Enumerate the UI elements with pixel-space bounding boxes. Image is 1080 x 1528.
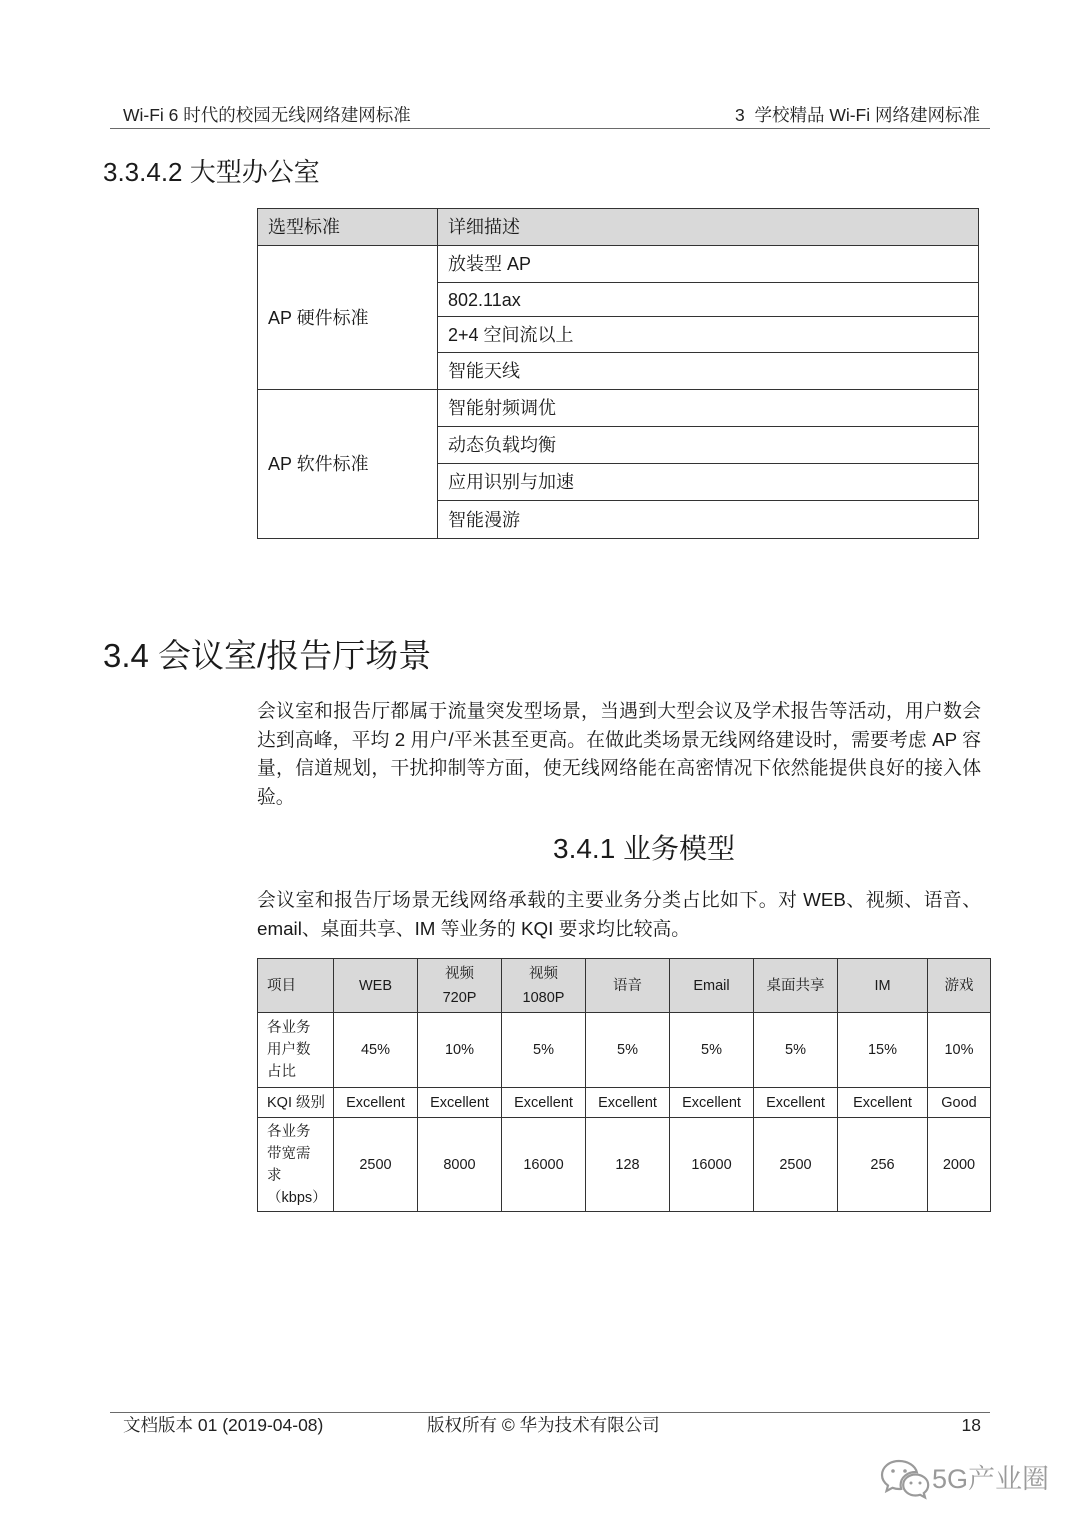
column-header: 桌面共享 [754,959,838,1013]
table-cell: 15% [838,1013,928,1088]
group-label: AP 软件标准 [258,390,438,539]
table-cell: Excellent [334,1088,418,1118]
column-header: WEB [334,959,418,1013]
document-version: 文档版本 01 (2019-04-08) [123,1415,324,1435]
table-cell: 16000 [502,1118,586,1212]
table-cell: 5% [502,1013,586,1088]
table-cell: Excellent [586,1088,670,1118]
section-paragraph: 会议室和报告厅都属于流量突发型场景，当遇到大型会议及学术报告等活动，用户数会达到高峰，平均 2 用户/平米甚至更高。在做此类场景无线网络建设时，需要考虑 AP 容量，信道规划，干扰抑制等方面，使无线网络能在高密情况下依然能提供良好的接入体验。 [257,700,981,808]
table-cell: Excellent [754,1088,838,1118]
watermark [880,1458,1049,1500]
running-header-chapter: 3 学校精品 Wi-Fi 网络建网标准 [735,105,980,125]
column-header: 详细描述 [438,209,979,246]
column-header: IM [838,959,928,1013]
table-row [258,1118,991,1212]
table-cell: 2500 [334,1118,418,1212]
table-cell: 5% [670,1013,754,1088]
footer-divider [110,1412,990,1413]
table-cell: 动态负载均衡 [438,427,979,464]
table-row [258,390,979,427]
table-row [258,1013,991,1088]
table-cell: 256 [838,1118,928,1212]
page-number: 18 [961,1415,981,1435]
table-cell: 智能射频调优 [438,390,979,427]
section-heading-3-4-1: 3.4.1 业务模型 [553,833,736,864]
table-cell: 2+4 空间流以上 [438,317,979,353]
table-cell: 5% [586,1013,670,1088]
table-cell: Excellent [670,1088,754,1118]
table-row [258,1088,991,1118]
row-label: 各业务 用户数 占比 [258,1013,334,1088]
table-cell: 10% [928,1013,991,1088]
copyright-notice: 版权所有 © 华为技术有限公司 [427,1415,660,1435]
column-header: 游戏 [928,959,991,1013]
table-cell: 5% [754,1013,838,1088]
service-model-table [257,958,991,1212]
column-header: 项目 [258,959,334,1013]
table-cell: Excellent [838,1088,928,1118]
table-cell: 智能天线 [438,353,979,390]
table-cell: 16000 [670,1118,754,1212]
watermark-text: 5G产业圈 [932,1464,1050,1494]
section-heading-3-4: 3.4 会议室/报告厅场景 [103,637,432,674]
table-cell: 2500 [754,1118,838,1212]
column-header: 视频 1080P [502,959,586,1013]
table-cell: 放装型 AP [438,246,979,283]
header-divider [110,128,990,129]
column-header: Email [670,959,754,1013]
table-header-row [258,959,991,1013]
table-row [258,246,979,283]
table-cell: Excellent [418,1088,502,1118]
table-cell: Good [928,1088,991,1118]
section-paragraph: 会议室和报告厅场景无线网络承载的主要业务分类占比如下。对 WEB、视频、语音、email、桌面共享、IM 等业务的 KQI 要求均比较高。 [257,889,981,939]
wechat-icon [880,1458,930,1500]
table-cell: 45% [334,1013,418,1088]
row-label: KQI 级别 [258,1088,334,1118]
group-label: AP 硬件标准 [258,246,438,390]
table-cell: 应用识别与加速 [438,464,979,501]
section-heading-3-3-4-2: 3.3.4.2 大型办公室 [103,157,320,187]
running-header-title: Wi-Fi 6 时代的校园无线网络建网标准 [123,105,411,125]
table-cell: 智能漫游 [438,501,979,539]
table-cell: 128 [586,1118,670,1212]
column-header: 视频 720P [418,959,502,1013]
column-header: 语音 [586,959,670,1013]
row-label: 各业务 带宽需 求 （kbps） [258,1118,334,1212]
table-cell: 802.11ax [438,283,979,317]
table-cell: 2000 [928,1118,991,1212]
office-standards-table [257,208,979,539]
table-cell: Excellent [502,1088,586,1118]
column-header: 选型标准 [258,209,438,246]
table-header-row [258,209,979,246]
table-cell: 10% [418,1013,502,1088]
table-cell: 8000 [418,1118,502,1212]
